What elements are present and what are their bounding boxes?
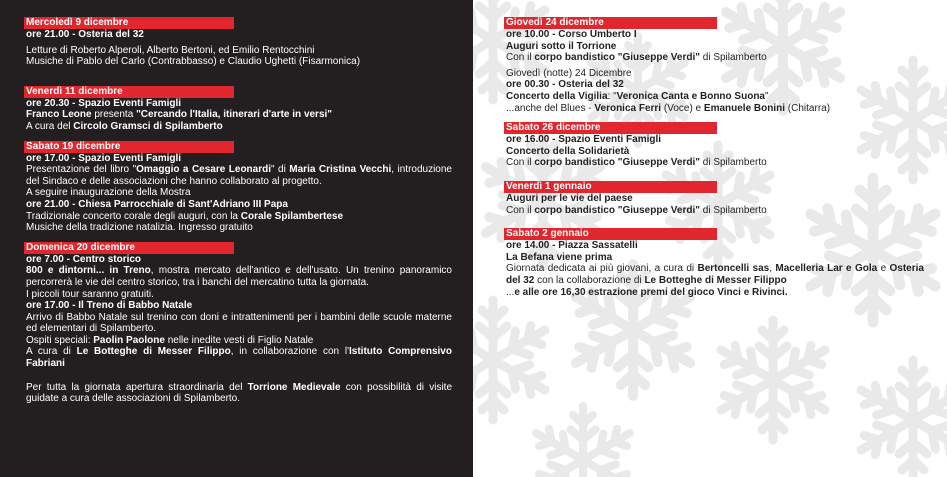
event-description: Arrivo di Babbo Natale sul trenino con doni e intrattenimenti per i bambini delle scuole materne ed elementari di Spilamberto. bbox=[26, 311, 452, 335]
left-panel bbox=[0, 0, 473, 477]
event-title: Auguri per le vie del paese bbox=[506, 192, 633, 204]
right-column bbox=[504, 17, 924, 306]
event-date-header: Sabato 2 gennaio bbox=[504, 228, 717, 240]
event-detail: Musiche di Pablo del Carlo (Contrabbasso) e Claudio Ughetti (Fisarmonica) bbox=[26, 56, 361, 68]
event-title: Auguri sotto il Torrione bbox=[506, 40, 617, 52]
event-performers: ...anche del Blues - Veronica Ferri (Voce) e Emanuele Bonini (Chitarra) bbox=[506, 102, 831, 114]
event-detail: Musiche della tradizione natalizia. Ingresso gratuito bbox=[26, 222, 253, 234]
event-time: ore 21.00 - Osteria del 32 bbox=[26, 29, 144, 40]
event-time: ore 21.00 - Chiesa Parrocchiale di Sant'Adriano III Papa bbox=[26, 198, 288, 210]
event-date-header: Domenica 20 dicembre bbox=[24, 242, 234, 254]
event-date-header: Mercoledì 9 dicembre bbox=[24, 17, 234, 29]
event-organizer: A cura di Le Botteghe di Messer Filippo, in collaborazione con l'Istituto Comprensivo Fabriani bbox=[26, 346, 452, 370]
event-guests: Ospiti speciali: Paolin Paolone nelle inedite vesti di Figlio Natale bbox=[26, 334, 314, 346]
event-performers: Con il corpo bandistico "Giuseppe Verdi" di Spilamberto bbox=[506, 157, 767, 169]
event-20-dicembre bbox=[24, 242, 452, 370]
event-time: ore 17.00 - Spazio Eventi Famigli bbox=[26, 152, 182, 164]
event-description: Presentazione del libro "Omaggio a Cesare Leonardi" di Maria Cristina Vecchi, introduzione del Sindaco e delle associazioni che hanno collaborato al progetto. bbox=[26, 164, 452, 187]
event-time: ore 16.00 - Spazio Eventi Famigli bbox=[506, 134, 662, 146]
event-detail: ...e alle ore 16,30 estrazione premi del gioco Vinci e Rivinci. bbox=[506, 286, 788, 298]
snowflake-icon bbox=[714, 320, 832, 440]
event-time: ore 00.30 - Osteria del 32 bbox=[506, 79, 624, 91]
event-performers: Con il corpo bandistico "Giuseppe Verdi" di Spilamberto bbox=[506, 52, 767, 64]
event-performers: Con il corpo bandistico "Giuseppe Verdi" di Spilamberto bbox=[506, 204, 767, 216]
snowflake-icon bbox=[854, 360, 947, 477]
event-date-header: Venerdì 1 gennaio bbox=[504, 181, 717, 193]
event-sub-date: Giovedì (notte) 24 Dicembre bbox=[506, 67, 632, 79]
event-11-dicembre bbox=[24, 86, 452, 133]
event-detail: A seguire inaugurazione della Mostra bbox=[26, 187, 191, 199]
event-description: Giornata dedicata ai più giovani, a cura di Bertoncelli sas, Macelleria Lar e Gola e Osteria del 32 con la collaborazione di Le Botteghe di Messer Filippo bbox=[506, 263, 924, 286]
event-title: Franco Leone presenta "Cercando l'Italia, itinerari d'arte in versi" bbox=[26, 109, 333, 121]
event-19-dicembre bbox=[24, 141, 452, 234]
event-2-gennaio bbox=[504, 228, 924, 298]
event-detail: Letture di Roberto Alperoli, Alberto Bertoni, ed Emilio Rentocchini bbox=[26, 44, 315, 56]
event-date-header: Giovedì 24 dicembre bbox=[504, 17, 717, 29]
event-date-header: Venerdì 11 dicembre bbox=[24, 86, 234, 98]
event-time: ore 20.30 - Spazio Eventi Famigli bbox=[26, 97, 182, 109]
event-organizer: A cura del Circolo Gramsci di Spilamberto bbox=[26, 120, 223, 132]
event-description: Tradizionale concerto corale degli auguri, con la Corale Spilambertese bbox=[26, 210, 344, 222]
right-panel bbox=[473, 0, 947, 477]
footer-note: Per tutta la giornata apertura straordinaria del Torrione Medievale con possibilità di visite guidate a cura delle associazioni di Spilamberto. bbox=[26, 381, 453, 405]
event-title: La Befana viene prima bbox=[506, 251, 613, 263]
event-time: ore 7.00 - Centro storico bbox=[26, 253, 142, 265]
event-9-dicembre bbox=[24, 17, 452, 68]
event-detail: I piccoli tour saranno gratuiti. bbox=[26, 288, 154, 300]
event-1-gennaio bbox=[504, 181, 924, 216]
event-date-header: Sabato 19 dicembre bbox=[24, 141, 234, 153]
snowflake-icon bbox=[530, 406, 636, 477]
event-title: Concerto della Solidarietà bbox=[506, 145, 630, 157]
event-time: ore 14.00 - Piazza Sassatelli bbox=[506, 240, 638, 252]
event-date-header: Sabato 26 dicembre bbox=[504, 122, 717, 134]
event-26-dicembre bbox=[504, 122, 924, 169]
event-24-dicembre bbox=[504, 17, 924, 114]
left-column bbox=[24, 17, 452, 405]
event-time: ore 10.00 - Corso Umberto I bbox=[506, 29, 637, 40]
event-description: 800 e dintorni... in Treno, mostra mercato dell'antico e dell'usato. Un trenino panoramico percorrerà le vie del centro storico, tra i banchi del mercatino tutta la giornata. bbox=[26, 265, 452, 288]
snowflake-icon bbox=[473, 300, 552, 420]
event-time: ore 17.00 - Il Treno di Babbo Natale bbox=[26, 300, 193, 312]
event-title: Concerto della Vigilia: "Veronica Canta e Bonno Suona" bbox=[506, 90, 769, 102]
